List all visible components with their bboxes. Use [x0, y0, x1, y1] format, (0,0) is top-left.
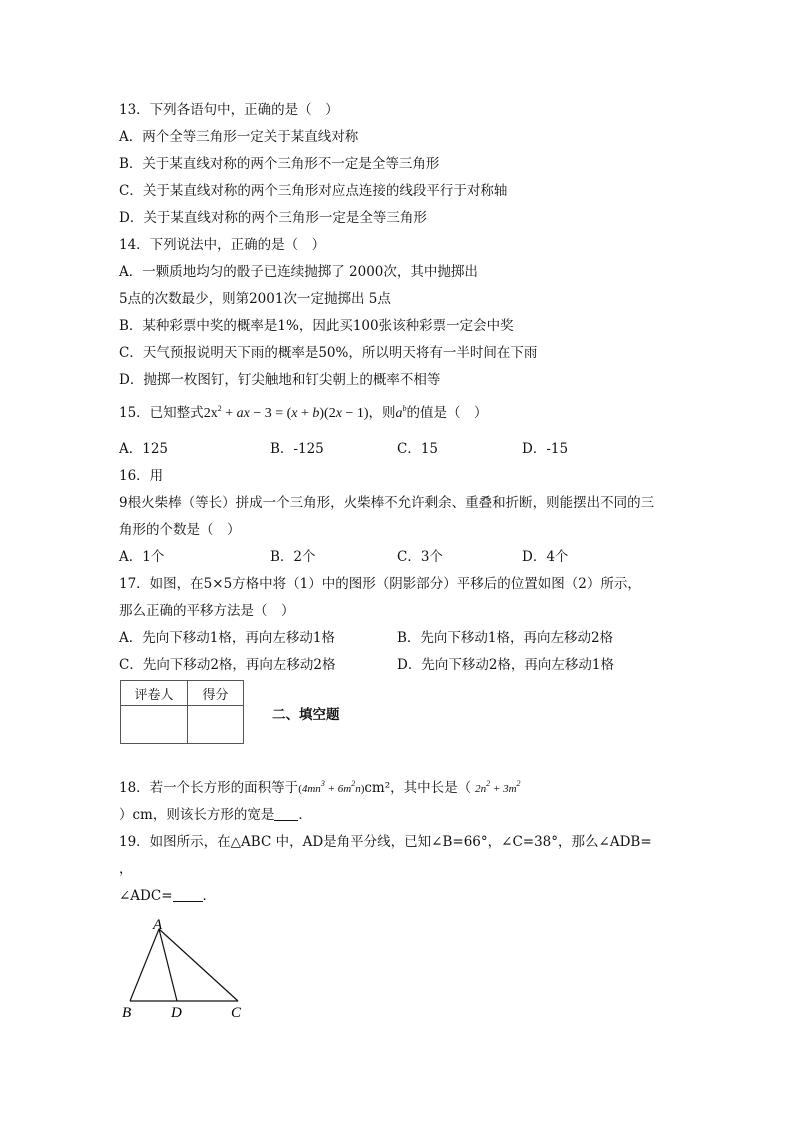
q13-option-a: A．两个全等三角形一定关于某直线对称 — [119, 129, 359, 145]
q19-line2: ， — [119, 861, 133, 877]
q14-option-a-line2: 5点的次数最少，则第2001次一定抛掷出 5点 — [119, 291, 391, 307]
q18-area-expr: $(4mn^3 + 6m^2n)$ — [298, 779, 365, 795]
q15-option-a: A．125 — [119, 441, 169, 457]
q13-option-d: D．关于某直线对称的两个三角形一定是全等三角形 — [119, 210, 427, 226]
q14-option-d: D．抛掷一枚图钉，钉尖触地和钉尖朝上的概率不相等 — [119, 372, 441, 388]
label-d: D — [171, 1005, 182, 1021]
q15-suffix: ，则 — [368, 405, 396, 421]
q17-option-a: A．先向下移动1格，再向左移动1格 — [119, 630, 335, 646]
side-ac — [159, 929, 238, 1001]
q16-option-d: D．4个 — [522, 549, 569, 565]
q14-option-c: C．天气预报说明天下雨的概率是50%，所以明天将有一半时间在下雨 — [119, 345, 538, 361]
score-table-score-cell[interactable] — [188, 706, 244, 744]
q18-length-expr: $2n^2 + 3m^2$ — [475, 779, 521, 795]
q14-stem: 14．下列说法中，正确的是（ ） — [119, 237, 326, 253]
label-a: A — [153, 917, 163, 933]
q16-option-c: C．3个 — [397, 549, 443, 565]
q16-line2: 9根火柴棒（等长）拼成一个三角形，火柴棒不允许剩余、重叠和折断，则能摆出不同的三 — [119, 495, 655, 511]
score-table-grader-cell[interactable] — [121, 706, 188, 744]
q19-end: ． — [202, 888, 217, 904]
q14-option-b: B．某种彩票中奖的概率是1%，因此买100张该种彩票一定会中奖 — [119, 318, 514, 334]
q18-line2 — [119, 806, 312, 824]
q17-option-c: C．先向下移动2格，再向左移动2格 — [119, 657, 336, 673]
q19-adc-blank[interactable] — [173, 887, 203, 902]
q16-option-b: B．2个 — [270, 549, 316, 565]
q14-option-a-line1: A．一颗质地均匀的骰子已连续抛掷了 2000次，其中抛掷出 — [119, 264, 478, 280]
q19-line3 — [119, 887, 216, 905]
label-b: B — [122, 1005, 132, 1021]
q18-prefix: 18．若一个长方形的面积等于 — [119, 780, 299, 796]
q18-line2-text: ）cm，则该长方形的宽是 — [119, 807, 275, 823]
q17-option-b: B．先向下移动1格，再向左移动2格 — [397, 630, 614, 646]
q19-adc-label: ∠ADC= — [119, 888, 173, 904]
q17-line2: 那么正确的平移方法是（ ） — [119, 603, 295, 619]
q16-line3: 角形的个数是（ ） — [119, 522, 241, 538]
label-c: C — [231, 1005, 242, 1021]
q15-tail: 的值是（ ） — [406, 405, 488, 421]
q17-option-d: D．先向下移动2格，再向左移动1格 — [397, 657, 615, 673]
q13-option-b: B．关于某直线对称的两个三角形不一定是全等三角形 — [119, 156, 440, 172]
q15-option-b: B．-125 — [270, 441, 324, 457]
q18-mid: cm²，其中长是（ — [364, 780, 472, 796]
q18-answer-blank[interactable] — [274, 806, 298, 821]
q15-option-d: D．-15 — [522, 441, 569, 457]
q19-line1: 19．如图所示，在△ABC 中，AD是角平分线，已知∠B=66°，∠C=38°，那么∠ADB= — [119, 834, 652, 850]
q15-stem — [119, 404, 488, 423]
q15-prefix: 15．已知整式 — [119, 405, 204, 421]
q15-polynomial: $2x^2$ + ax − 3 = (x + b)(2x − 1) — [203, 404, 369, 421]
triangle-abc-figure — [115, 915, 255, 1025]
q13-option-c: C．关于某直线对称的两个三角形对应点连接的线段平行于对称轴 — [119, 183, 508, 199]
q15-option-c: C．15 — [397, 441, 439, 457]
score-table — [120, 680, 244, 744]
q18-line1 — [119, 779, 521, 798]
q13-stem: 13．下列各语句中，正确的是（ ） — [119, 102, 339, 118]
score-table-header-grader: 评卷人 — [121, 681, 188, 706]
segment-ad — [159, 929, 177, 1001]
q16-option-a: A．1个 — [119, 549, 165, 565]
q16-line1: 16．用 — [119, 468, 164, 484]
q17-line1: 17．如图，在5×5方格中将（1）中的图形（阴影部分）平移后的位置如图（2）所示， — [119, 576, 641, 592]
q18-end: ． — [298, 807, 312, 823]
q15-power-expr: $a^b$ — [395, 404, 407, 421]
side-ab — [130, 929, 159, 1001]
section-title-fill-in: 二、填空题 — [272, 707, 340, 723]
score-table-header-score: 得分 — [188, 681, 244, 706]
